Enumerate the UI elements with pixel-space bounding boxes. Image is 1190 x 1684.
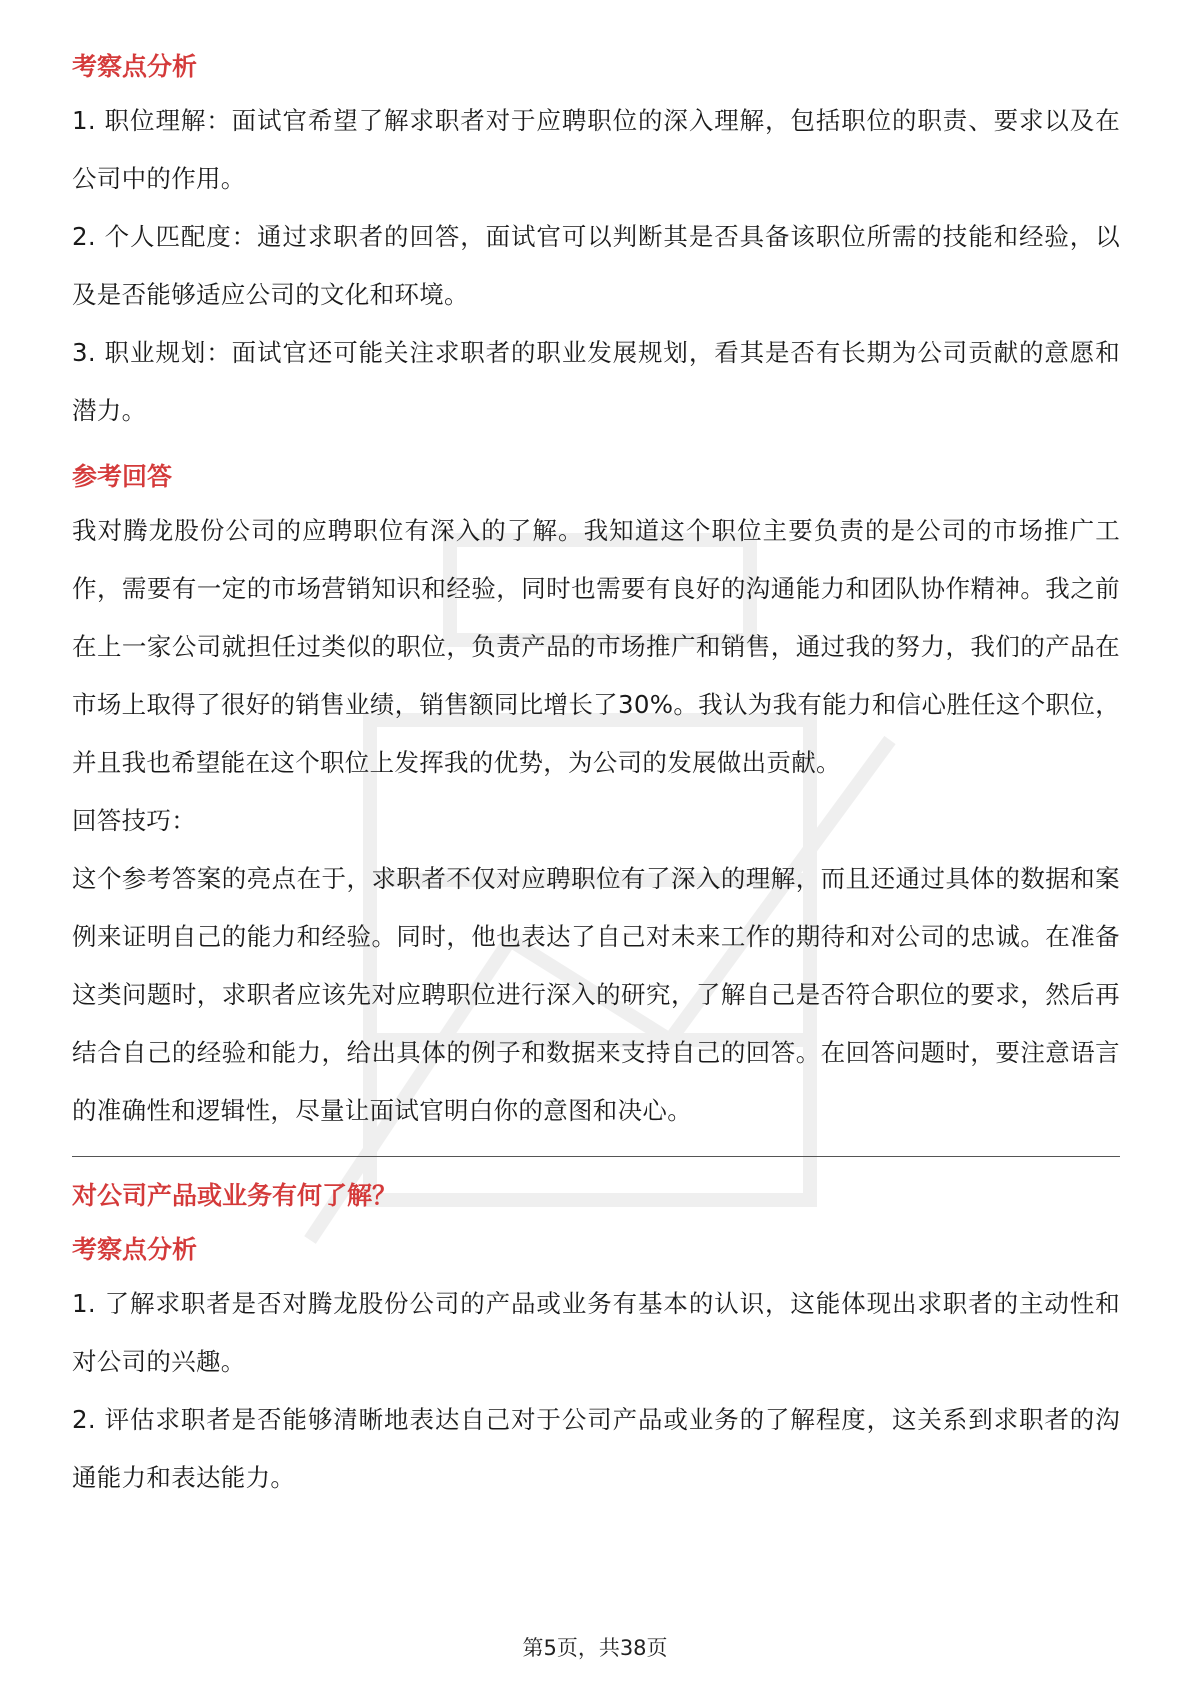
document-page xyxy=(72,42,1120,1507)
answer-tips-label: 回答技巧： xyxy=(72,806,196,835)
analysis-point-3: 3. 职业规划：面试官还可能关注求职者的职业发展规划，看其是否有长期为公司贡献的意愿和潜力。 xyxy=(72,338,1120,425)
section-heading-analysis: 考察点分析 xyxy=(72,52,198,81)
page-number: 第5页，共38页 xyxy=(522,1636,668,1660)
analysis2-point-1: 1. 了解求职者是否对腾龙股份公司的产品或业务有基本的认识，这能体现出求职者的主动性和对公司的兴趣。 xyxy=(72,1289,1120,1376)
section-heading-analysis-2: 考察点分析 xyxy=(72,1235,198,1264)
analysis-point-2: 2. 个人匹配度：通过求职者的回答，面试官可以判断其是否具备该职位所需的技能和经验，以及是否能够适应公司的文化和环境。 xyxy=(72,222,1120,309)
section-heading-reference-answer: 参考回答 xyxy=(72,462,173,491)
question-title: 对公司产品或业务有何了解？ xyxy=(72,1181,398,1210)
section-divider xyxy=(72,1156,1120,1157)
analysis2-point-2: 2. 评估求职者是否能够清晰地表达自己对于公司产品或业务的了解程度，这关系到求职者的沟通能力和表达能力。 xyxy=(72,1405,1120,1492)
reference-answer-text: 我对腾龙股份公司的应聘职位有深入的了解。我知道这个职位主要负责的是公司的市场推广工作，需要有一定的市场营销知识和经验，同时也需要有良好的沟通能力和团队协作精神。我之前在上一家公司就担任过类似的职位，负责产品的市场推广和销售，通过我的努力，我们的产品在市场上取得了很好的销售业绩，销售额同比增长了30%。我认为我有能力和信心胜任这个职位，并且我也希望能在这个职位上发挥我的优势，为公司的发展做出贡献。 xyxy=(72,516,1120,777)
answer-tips-text: 这个参考答案的亮点在于，求职者不仅对应聘职位有了深入的理解，而且还通过具体的数据和案例来证明自己的能力和经验。同时，他也表达了自己对未来工作的期待和对公司的忠诚。在准备这类问题时，求职者应该先对应聘职位进行深入的研究，了解自己是否符合职位的要求，然后再结合自己的经验和能力，给出具体的例子和数据来支持自己的回答。在回答问题时，要注意语言的准确性和逻辑性，尽量让面试官明白你的意图和决心。 xyxy=(72,864,1120,1125)
analysis-point-1: 1. 职位理解：面试官希望了解求职者对于应聘职位的深入理解，包括职位的职责、要求以及在公司中的作用。 xyxy=(72,106,1120,193)
